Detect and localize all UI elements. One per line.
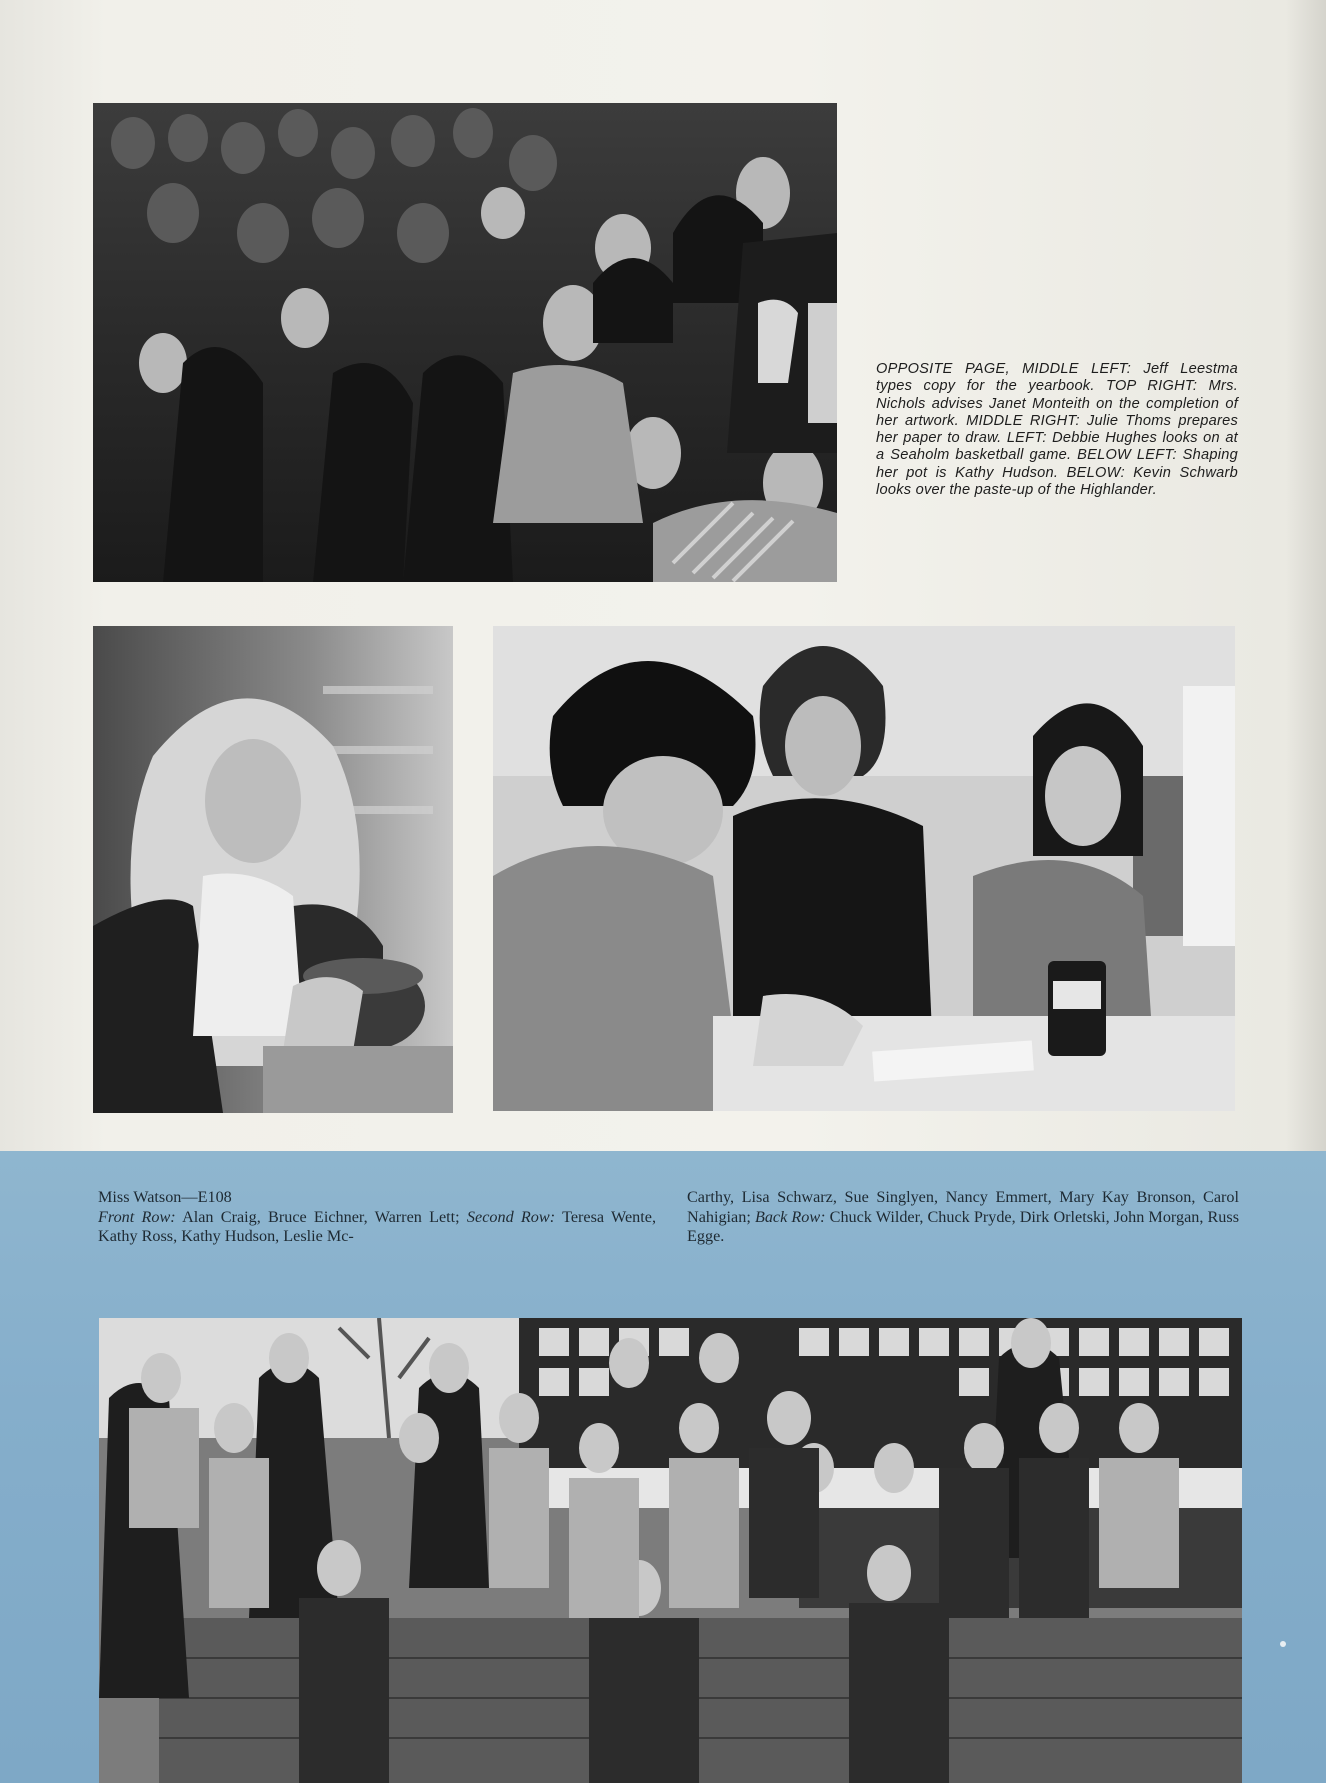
- caption-body: Jeff Leestma types copy for the yearbook. TOP RIGHT: Mrs. Nichols advises Janet Monteith on the completion of her artwork. MIDDLE RIGHT: Julie Thoms prepares her paper to draw. LEFT: Debbie Hughes looks on at a Seaholm basketball game. BELOW LEFT: Shaping her pot is Kathy Hudson. BELOW: Kevin Schwarb looks over the paste-up of the Highlander.: [876, 361, 1238, 499]
- second-row-names-left: Teresa Wente, Kathy Ross, Kathy Hudson, Leslie Mc-: [98, 1207, 657, 1245]
- pasteup-photo: [493, 626, 1235, 1111]
- crowd-photo: [93, 103, 837, 582]
- caption-lead: OPPOSITE PAGE, MIDDLE LEFT:: [876, 361, 1132, 377]
- back-row-names-start: Chuck Wilder, Chuck: [829, 1207, 970, 1226]
- back-row-names-end: Pryde, Dirk Orletski, John Morgan, Russ Egge.: [687, 1207, 1240, 1245]
- back-row-label: Back Row:: [754, 1207, 826, 1226]
- second-row-names-right: Carthy, Lisa Schwarz, Sue Singlyen, Nancy Emmert, Mary Kay Bronson, Carol Nahigian;: [687, 1188, 1239, 1226]
- front-row-names: Alan Craig, Bruce Eichner, Warren Lett;: [182, 1207, 460, 1226]
- second-row-label: Second Row:: [466, 1207, 556, 1226]
- page-mark: [1280, 1641, 1286, 1647]
- group-photo: [99, 1318, 1242, 1783]
- homeroom-title: Miss Watson—E108: [98, 1188, 232, 1206]
- roster-left-column: [98, 1188, 656, 1247]
- photo-caption: [876, 361, 1238, 499]
- pottery-photo: [93, 626, 453, 1113]
- front-row-label: Front Row:: [98, 1207, 176, 1226]
- roster-right-column: [687, 1188, 1239, 1247]
